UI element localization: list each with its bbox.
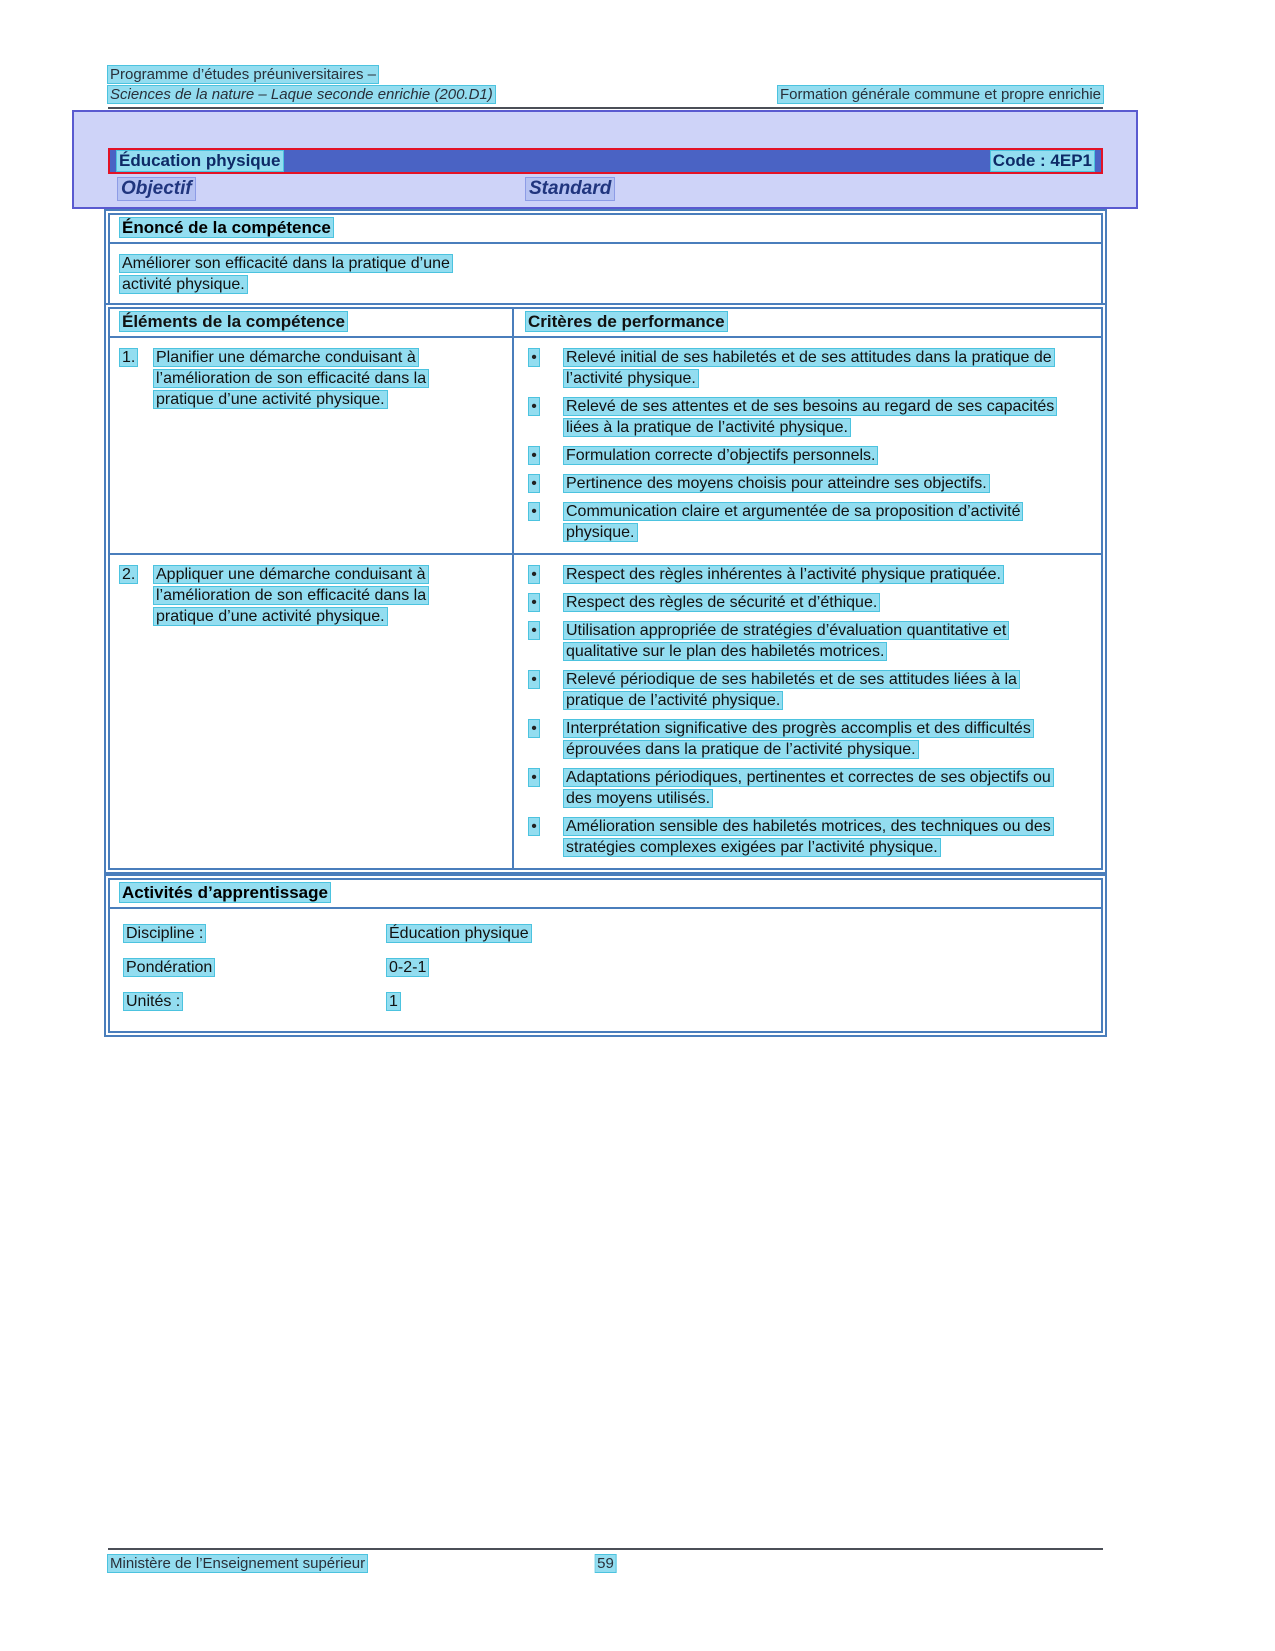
discipline-label: Discipline : xyxy=(126,925,204,942)
criteria-item: • Interprétation significative des progrès accomplis et des difficultés éprouvées dans la pratique de l’activité physique. xyxy=(527,718,1087,760)
page-number: 59 xyxy=(597,1555,614,1572)
criteria-item: • Amélioration sensible des habiletés motrices, des techniques ou des stratégies complexes exigées par l’activité physique. xyxy=(527,816,1087,858)
bullet-icon: • xyxy=(531,398,537,415)
criteria-item: • Utilisation appropriée de stratégies d’évaluation quantitative et qualitative sur le plan des habiletés motrices. xyxy=(527,620,1087,662)
row-number: 2. xyxy=(122,566,136,583)
bullet-icon: • xyxy=(531,503,537,520)
program-title: Programme d’études préuniversitaires – xyxy=(110,66,376,83)
bullet-icon: • xyxy=(531,447,537,464)
unites-label: Unités : xyxy=(126,993,181,1010)
criteria-item: • Respect des règles de sécurité et d’éthique. xyxy=(527,592,1087,613)
header-left xyxy=(108,66,495,103)
bullet-icon: • xyxy=(531,818,537,835)
competence-table xyxy=(108,307,1103,870)
activities-row-discipline xyxy=(110,917,1101,951)
bullet-icon: • xyxy=(531,566,537,583)
standard-label: Standard xyxy=(526,178,614,200)
competence-table-header xyxy=(110,309,1101,338)
criteria-item: • Pertinence des moyens choisis pour atteindre ses objectifs. xyxy=(527,473,1087,494)
criteria-item: • Respect des règles inhérentes à l’activité physique pratiquée. xyxy=(527,564,1087,585)
discipline-value: Éducation physique xyxy=(389,925,529,942)
objectif-label: Objectif xyxy=(118,178,195,200)
bullet-icon: • xyxy=(531,349,537,366)
ministry-label: Ministère de l’Enseignement supérieur xyxy=(110,1555,366,1572)
bullet-icon: • xyxy=(531,475,537,492)
activities-table xyxy=(108,878,1103,1033)
bullet-icon: • xyxy=(531,720,537,737)
title-bar xyxy=(108,148,1103,174)
page-header xyxy=(108,66,1103,109)
element-text: Planifier une démarche conduisant à l’amélioration de son efficacité dans la pratique d’une activité physique. xyxy=(156,349,427,408)
criteria-item: • Relevé initial de ses habiletés et de ses attitudes dans la pratique de l’activité physique. xyxy=(527,347,1087,389)
enonce-header: Énoncé de la compétence xyxy=(122,218,331,237)
discipline-title: Éducation physique xyxy=(119,151,281,170)
enonce-table xyxy=(108,213,1103,312)
criteria-item: • Relevé de ses attentes et de ses besoins au regard de ses capacités liées à la pratique de l’activité physique. xyxy=(527,396,1087,438)
criteria-item: • Relevé périodique de ses habiletés et de ses attitudes liées à la pratique de l’activité physique. xyxy=(527,669,1087,711)
criteria-item: • Communication claire et argumentée de sa proposition d’activité physique. xyxy=(527,501,1087,543)
criteria-item: • Adaptations périodiques, pertinentes et correctes de ses objectifs ou des moyens utilisés. xyxy=(527,767,1087,809)
bullet-icon: • xyxy=(531,622,537,639)
bullet-icon: • xyxy=(531,594,537,611)
annotation-region xyxy=(72,110,1138,209)
activities-header: Activités d’apprentissage xyxy=(122,883,328,902)
criteres-header: Critères de performance xyxy=(528,312,725,331)
competence-row-1 xyxy=(110,338,1101,555)
activities-row-ponderation xyxy=(110,951,1101,985)
objective-standard-row xyxy=(108,176,1103,206)
row-number: 1. xyxy=(122,349,136,366)
page-footer xyxy=(108,1548,1103,1572)
activities-row-unites xyxy=(110,985,1101,1019)
enonce-paragraph: Améliorer son efficacité dans la pratique d’une activité physique. xyxy=(122,255,450,293)
ponderation-label: Pondération xyxy=(126,959,213,976)
ponderation-value: 0-2-1 xyxy=(389,959,427,976)
code-badge: Code : 4EP1 xyxy=(992,151,1092,170)
competence-row-2 xyxy=(110,555,1101,868)
unites-value: 1 xyxy=(389,993,398,1010)
elements-header: Éléments de la compétence xyxy=(122,312,345,331)
bullet-icon: • xyxy=(531,671,537,688)
element-text: Appliquer une démarche conduisant à l’amélioration de son efficacité dans la pratique d’une activité physique. xyxy=(156,566,427,625)
formation-label: Formation générale commune et propre enrichie xyxy=(780,86,1101,103)
bullet-icon: • xyxy=(531,769,537,786)
criteria-item: • Formulation correcte d’objectifs personnels. xyxy=(527,445,1087,466)
program-subtitle: Sciences de la nature – Laque seconde enrichie (200.D1) xyxy=(110,86,493,103)
header-right xyxy=(778,86,1103,103)
